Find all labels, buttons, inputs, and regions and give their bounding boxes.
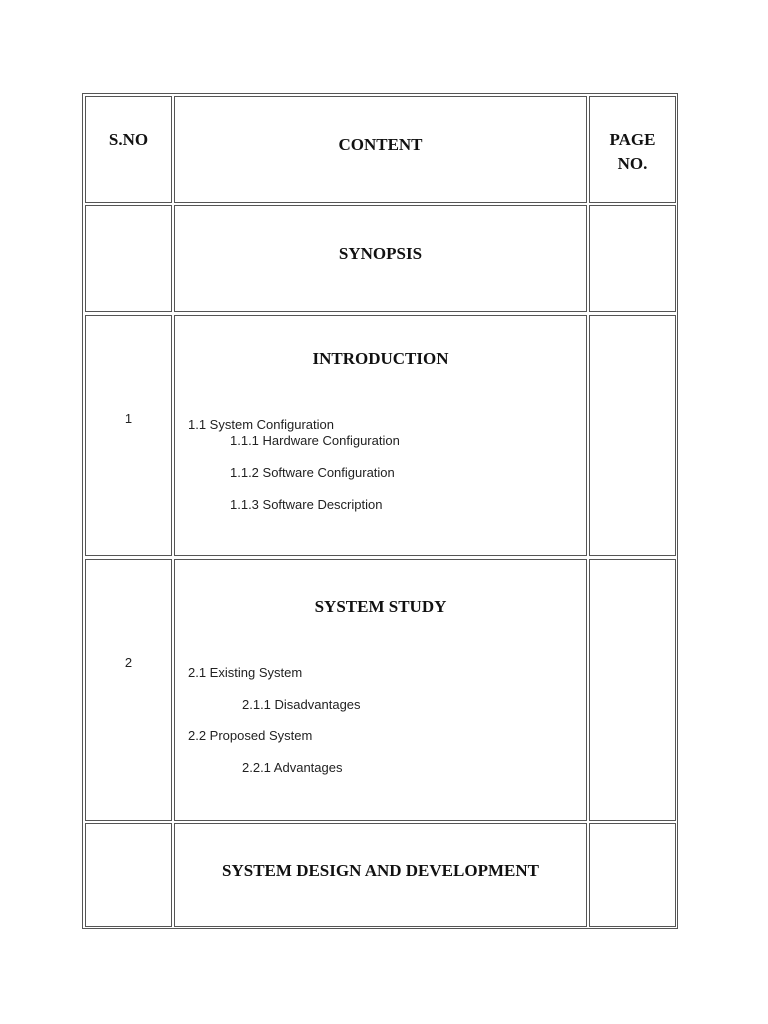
subsection-item: 1.1.3 Software Description <box>230 497 383 512</box>
subsection-item: 2.1.1 Disadvantages <box>242 697 361 712</box>
subsection-item: 2.2.1 Advantages <box>242 760 343 775</box>
row-number: 2 <box>124 655 133 670</box>
table-of-contents <box>82 93 678 929</box>
table-row-sno-cell <box>85 315 172 556</box>
section-title: SYSTEM STUDY <box>314 597 447 616</box>
table-row-sno-cell <box>85 205 172 312</box>
header-page-cell <box>589 96 676 203</box>
table-row-page-cell <box>589 205 676 312</box>
subsection-item: 2.2 Proposed System <box>188 728 313 743</box>
table-row-page-cell <box>589 315 676 556</box>
table-row-page-cell <box>589 559 676 821</box>
section-title: SYNOPSIS <box>338 244 423 263</box>
row-number: 1 <box>124 411 133 426</box>
table-row-content-cell <box>174 205 587 312</box>
header-content-cell <box>174 96 587 203</box>
table-row-content-cell <box>174 559 587 821</box>
header-sno: S.NO <box>108 130 149 149</box>
section-title: INTRODUCTION <box>312 349 449 368</box>
section-title: SYSTEM DESIGN AND DEVELOPMENT <box>222 861 539 880</box>
subsection-item: 1.1 System Configuration <box>188 417 334 432</box>
table-row-sno-cell <box>85 559 172 821</box>
subsection-item: 2.1 Existing System <box>188 665 303 680</box>
table-row-page-cell <box>589 823 676 927</box>
subsection-item: 1.1.1 Hardware Configuration <box>230 433 400 448</box>
header-content: CONTENT <box>338 135 423 154</box>
table-row-content-cell <box>174 315 587 556</box>
subsection-item: 1.1.2 Software Configuration <box>230 465 395 480</box>
header-sno-cell <box>85 96 172 203</box>
table-row-sno-cell <box>85 823 172 927</box>
header-page-line2: NO. <box>617 154 648 173</box>
header-page-line1: PAGE <box>609 130 656 149</box>
table-row-content-cell <box>174 823 587 927</box>
